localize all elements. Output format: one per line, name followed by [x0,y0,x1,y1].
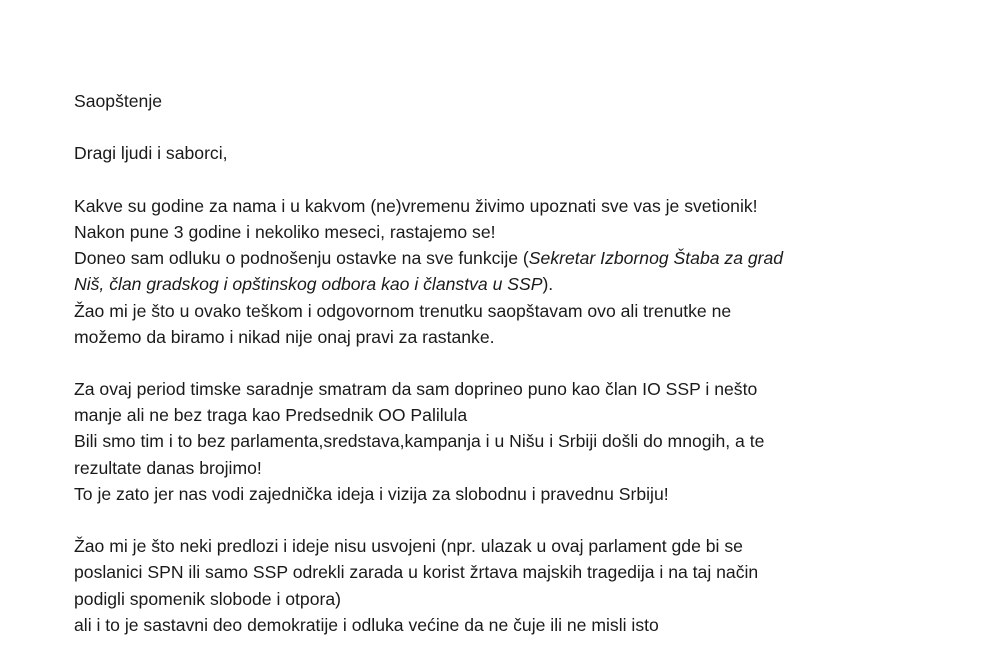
resignation-prefix: Doneo sam odluku o podnošenju ostavke na sve funkcije ( [74,248,529,269]
paragraph-line: ali i to je sastavni deo demokratije i odluka većine da ne čuje ili ne misli isto [74,614,659,635]
resignation-line [74,245,954,271]
paragraph-2 [74,376,954,507]
resignation-line-cont [74,271,954,297]
paragraph-line: rezultate danas brojimo! [74,457,262,478]
paragraph-line: Nakon pune 3 godine i nekoliko meseci, rastajemo se! [74,221,496,242]
positions-italic-2: Niš, član gradskog i opštinskog odbora kao i članstva u SSP [74,274,543,295]
spacer [74,350,954,376]
paragraph-1 [74,193,954,350]
paragraph-line: Žao mi je što neki predlozi i ideje nisu usvojeni (npr. ulazak u ovaj parlament gde bi se [74,536,743,557]
paragraph-line: možemo da biramo i nikad nije onaj pravi za rastanke. [74,326,495,347]
spacer [74,507,954,533]
greeting: Dragi ljudi i saborci, [74,143,228,164]
positions-italic-1: Sekretar Izbornog Štaba za grad [528,248,784,269]
document-page [74,88,954,638]
paragraph-line: To je zato jer nas vodi zajednička ideja i vizija za slobodnu i pravednu Srbiju! [74,483,669,504]
spacer [74,114,954,140]
paragraph-line: manje ali ne bez traga kao Predsednik OO Palilula [74,405,468,426]
spacer [74,167,954,193]
paragraph-line: Bili smo tim i to bez parlamenta,sredstava,kampanja i u Nišu i Srbiji došli do mnogih, a te [74,431,765,452]
paragraph-line: podigli spomenik slobode i otpora) [74,588,341,609]
paragraph-3 [74,533,954,638]
resignation-suffix: ). [542,274,554,295]
paragraph-line: Žao mi je što u ovako teškom i odgovornom trenutku saopštavam ovo ali trenutke ne [74,300,732,321]
document-title: Saopštenje [74,91,163,111]
paragraph-line: Za ovaj period timske saradnje smatram da sam doprineo puno kao član IO SSP i nešto [74,379,758,400]
paragraph-line: Kakve su godine za nama i u kakvom (ne)vremenu živimo upoznati sve vas je svetionik! [74,195,758,216]
paragraph-line: poslanici SPN ili samo SSP odrekli zarada u korist žrtava majskih tragedija i na taj način [74,562,759,583]
